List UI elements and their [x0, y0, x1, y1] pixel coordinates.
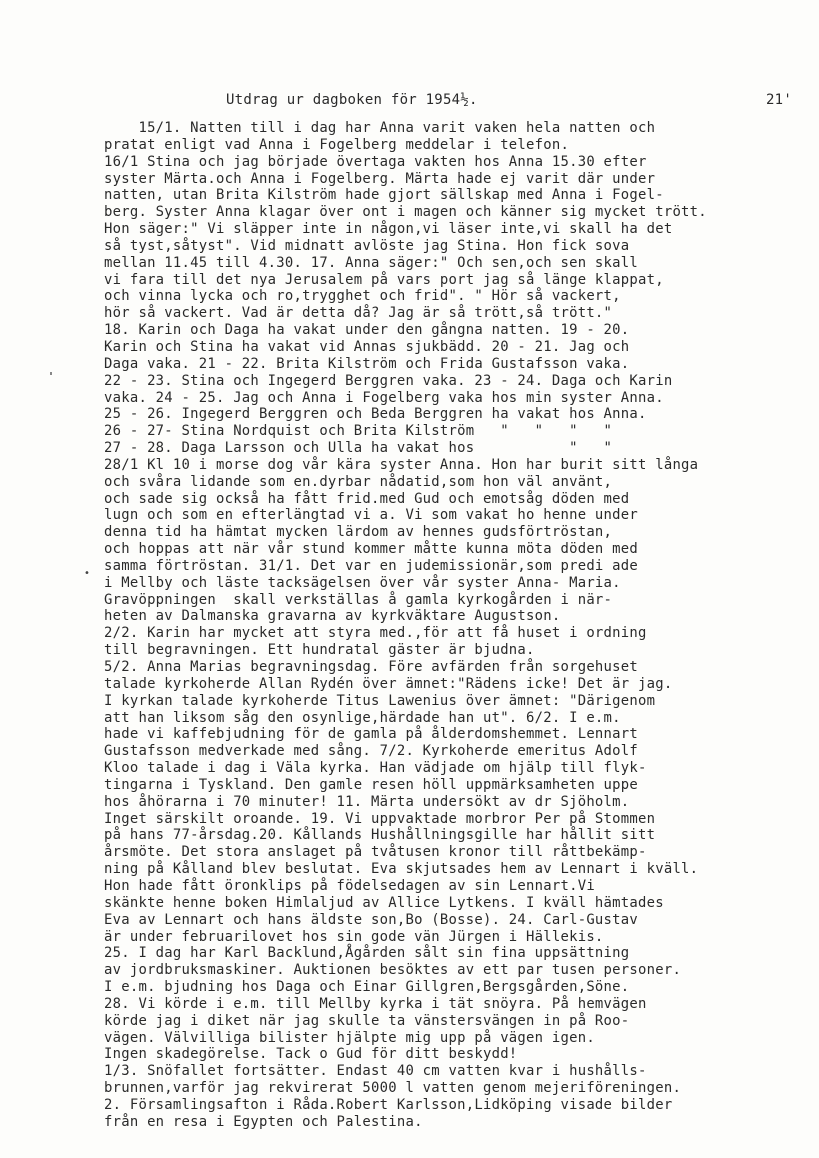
text-line: 28/1 Kl 10 i morse dog vår kära syster Anna. Hon har burit sitt långa — [104, 456, 699, 473]
scan-speck — [50, 372, 52, 375]
text-line: mellan 11.45 till 4.30. 17. Anna säger:" Och sen,och sen skall — [104, 254, 638, 271]
text-line: Daga vaka. 21 - 22. Brita Kilström och Frida Gustafsson vaka. — [104, 355, 630, 372]
text-line: Kloo talade i dag i Väla kyrka. Han vädjade om hjälp till flyk- — [104, 760, 647, 777]
text-line: 2. Församlingsafton i Råda.Robert Karlsson,Lidköping visade bilder — [104, 1096, 673, 1113]
text-line: Gravöppningen skall verkställas å gamla kyrkogården i när- — [104, 591, 613, 608]
text-line: 16/1 Stina och jag började övertaga vakten hos Anna 15.30 efter — [104, 153, 647, 170]
text-line: och hoppas att när vår stund kommer måtte kunna möta döden med — [104, 541, 638, 558]
text-line: lugn och som en efterlängtad vi a. Vi som vakat ho henne under — [104, 507, 638, 524]
text-line: från en resa i Egypten och Palestina. — [104, 1113, 423, 1130]
text-line: 5/2. Anna Marias begravningsdag. Före avfärden från sorgehuset — [104, 659, 638, 675]
text-line: natten, utan Brita Kilström hade gjort sällskap med Anna i Fogel- — [104, 187, 664, 204]
text-line: 25. I dag har Karl Backlund,Ågården sålt sin fina uppsättning — [104, 945, 630, 962]
text-line: berg. Syster Anna klagar över ont i magen och känner sig mycket trött. — [104, 204, 707, 221]
text-line: vägen. Välvilliga bilister hjälpte mig upp på vägen igen. — [104, 1029, 595, 1046]
text-line: vaka. 24 - 25. Jag och Anna i Fogelberg vaka hos min syster Anna. — [104, 389, 664, 406]
text-line: 25 - 26. Ingegerd Berggren och Beda Berggren ha vakat hos Anna. — [104, 406, 647, 423]
text-line: av jordbruksmaskiner. Auktionen besöktes av ett par tusen personer. — [104, 962, 682, 979]
text-line: och sade sig också ha fått frid.med Gud och emotsåg döden med — [104, 490, 630, 507]
text-line: vi fara till det nya Jerusalem på vars port jag så länge klappat, — [104, 271, 664, 288]
text-line: 18. Karin och Daga ha vakat under den gångna natten. 19 - 20. — [104, 322, 630, 339]
text-line: talade kyrkoherde Allan Rydén över ämnet:"Rädens icke! Det är jag. — [104, 675, 673, 692]
text-line: Karin och Stina ha vakat vid Annas sjukbädd. 20 - 21. Jag och — [104, 338, 630, 355]
text-line: är under februarilovet hos sin gode vän Jürgen i Hällekis. — [104, 928, 604, 945]
text-line: pratat enligt vad Anna i Fogelberg meddelar i telefon. — [104, 136, 570, 153]
text-line: att han liksom såg den osynlige,härdade han ut". 6/2. I e.m. — [104, 709, 621, 726]
text-line: 26 - 27- Stina Nordquist och Brita Kilström " " " " — [104, 423, 613, 440]
text-line: Ingen skadegörelse. Tack o Gud för ditt beskydd! — [104, 1046, 518, 1063]
text-line: 2/2. Karin har mycket att styra med.,för att få huset i ordning — [104, 625, 647, 642]
text-line: hade vi kaffebjudning för de gamla på ålderdomshemmet. Lennart — [104, 726, 638, 743]
text-line: samma förtröstan. 31/1. Det var en judemissionär,som predi ade — [104, 557, 638, 574]
document-header — [0, 92, 819, 112]
text-line: ning på Kålland blev beslutat. Eva skjutsades hem av Lennart i kväll. — [104, 861, 699, 878]
text-line: denna tid ha hämtat mycken lärdom av hennes gudsförtröstan, — [104, 524, 613, 541]
text-line: 28. Vi körde i e.m. till Mellby kyrka i tät snöyra. På hemvägen — [104, 995, 647, 1012]
text-line: skänkte henne boken Himlaljud av Allice Lytkens. I kväll hämtades — [104, 894, 664, 911]
text-line: hör så vackert. Vad är detta då? Jag är så trött,så trött." — [104, 305, 613, 322]
text-line: Hon säger:" Vi släpper inte in någon,vi läser inte,vi skall ha det — [104, 221, 673, 238]
diary-text-body — [104, 120, 804, 1131]
margin-bullet-mark: • — [84, 568, 90, 579]
text-line: I e.m. bjudning hos Daga och Einar Gillgren,Bergsgården,Söne. — [104, 979, 630, 996]
text-line: och svåra lidande som en.dyrbar nådatid,som hon väl använt, — [104, 473, 613, 490]
text-line: körde jag i diket när jag skulle ta vänstersvängen in på Roo- — [104, 1012, 630, 1029]
text-line: Gustafsson medverkade med sång. 7/2. Kyrkoherde emeritus Adolf — [104, 743, 638, 760]
text-line: 27 - 28. Daga Larsson och Ulla ha vakat hos " " — [104, 440, 613, 457]
text-line: Hon hade fått öronklips på födelsedagen av sin Lennart.Vi — [104, 877, 595, 894]
text-line: Eva av Lennart och hans äldste son,Bo (Bosse). 24. Carl-Gustav — [104, 911, 638, 928]
text-line: Inget särskilt oroande. 19. Vi uppvaktade morbror Per på Stommen — [104, 810, 656, 827]
text-line: I kyrkan talade kyrkoherde Titus Lawenius över ämnet: "Därigenom — [104, 692, 656, 709]
text-line: så tyst,såtyst". Vid midnatt avlöste jag Stina. Hon fick sova — [104, 237, 630, 254]
text-line: tingarna i Tyskland. Den gamle resen höll uppmärksamheten uppe — [104, 776, 638, 793]
text-line: 1/3. Snöfallet fortsätter. Endast 40 cm vatten kvar i hushålls- — [104, 1063, 647, 1080]
text-line: syster Märta.och Anna i Fogelberg. Märta hade ej varit där under — [104, 170, 656, 187]
document-title: Utdrag ur dagboken för 1954½. — [226, 92, 478, 108]
page-number: 21' — [766, 92, 793, 108]
text-line: på hans 77-årsdag.20. Kållands Hushållningsgille har hållit sitt — [104, 827, 656, 844]
text-line: 15/1. Natten till i dag har Anna varit vaken hela natten och — [104, 120, 656, 136]
text-line: hos åhörarna i 70 minuter! 11. Märta undersökt av dr Sjöholm. — [104, 793, 630, 810]
text-line: brunnen,varför jag rekvirerat 5000 l vatten genom mejeriföreningen. — [104, 1080, 682, 1097]
text-line: heten av Dalmanska gravarna av kyrkväktare Augustson. — [104, 608, 561, 625]
text-line: i Mellby och läste tacksägelsen över vår syster Anna- Maria. — [104, 574, 621, 591]
text-line: till begravningen. Ett hundratal gäster är bjudna. — [104, 642, 535, 659]
text-line: 22 - 23. Stina och Ingegerd Berggren vaka. 23 - 24. Daga och Karin — [104, 372, 673, 389]
text-line: årsmöte. Det stora anslaget på tvåtusen kronor till råttbekämp- — [104, 844, 647, 861]
text-line: och vinna lycka och ro,trygghet och frid". " Hör så vackert, — [104, 288, 621, 305]
